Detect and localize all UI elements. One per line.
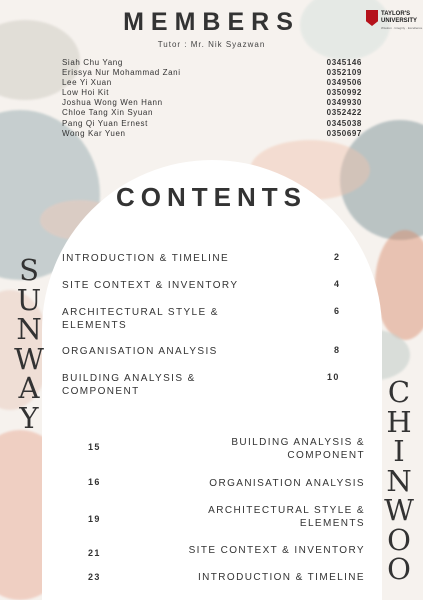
members-list <box>62 58 362 139</box>
vertical-title-letter: I <box>393 434 405 468</box>
toc-page-number: 15 <box>88 442 101 452</box>
member-id: 0345038 <box>326 118 362 128</box>
toc-page-number: 8 <box>334 345 341 355</box>
member-row <box>62 78 362 88</box>
member-name: Erissya Nur Mohammad Zani <box>62 68 181 78</box>
toc-entry-label: BUILDING ANALYSIS & COMPONENT <box>231 437 365 461</box>
member-name: Low Hoi Kit <box>62 88 110 98</box>
toc-entry-label: ORGANISATION ANALYSIS <box>62 346 218 357</box>
vertical-title-letter: N <box>386 463 412 498</box>
member-row <box>62 88 362 98</box>
toc-page-number: 2 <box>334 252 341 262</box>
toc-entry[interactable] <box>62 306 352 332</box>
vertical-title-letter: S <box>19 253 39 287</box>
toc-page-number: 16 <box>88 477 101 487</box>
vertical-title-letter: W <box>384 493 414 527</box>
member-id: 0349506 <box>326 78 362 88</box>
vertical-title-letter: C <box>387 375 411 409</box>
logo-tagline: Wisdom · Integrity · Excellence <box>381 26 423 30</box>
member-name: Joshua Wong Wen Hann <box>62 98 163 108</box>
toc-page-number: 4 <box>334 279 341 289</box>
member-name: Wong Kar Yuen <box>62 128 126 138</box>
vertical-title-letter: A <box>18 371 40 405</box>
university-logo <box>366 10 422 36</box>
sunway-vertical-title <box>14 253 44 435</box>
chinwoo-vertical-title <box>384 375 414 586</box>
watercolor-blob <box>375 230 423 340</box>
contents-title: CONTENTS <box>116 182 307 212</box>
toc-page-number: 10 <box>327 372 340 382</box>
toc-page-number: 19 <box>88 514 101 524</box>
toc-entry[interactable] <box>62 372 352 398</box>
toc-entry-label: INTRODUCTION & TIMELINE <box>62 253 230 264</box>
vertical-title-letter: O <box>387 522 411 557</box>
shield-icon <box>366 10 378 26</box>
member-id: 0352422 <box>326 108 362 118</box>
toc-entry-label: ORGANISATION ANALYSIS <box>209 478 365 489</box>
toc-entry-label: BUILDING ANALYSIS & COMPONENT <box>62 373 196 397</box>
member-id: 0345146 <box>326 58 362 67</box>
vertical-title-letter: W <box>14 341 44 376</box>
member-row <box>62 108 362 118</box>
vertical-title-letter: N <box>16 312 42 346</box>
member-id: 0352109 <box>326 68 362 78</box>
members-title: MEMBERS <box>123 8 300 36</box>
member-name: Siah Chu Yang <box>62 58 123 67</box>
toc-page-number: 21 <box>88 548 101 558</box>
member-id: 0349930 <box>326 98 362 108</box>
toc-entry[interactable] <box>62 345 352 358</box>
toc-entry[interactable] <box>62 279 352 292</box>
tutor-label: Tutor : Mr. Nik Syazwan <box>157 40 266 49</box>
toc-entry-label: INTRODUCTION & TIMELINE <box>197 572 365 583</box>
logo-line1: TAYLOR'S <box>381 11 411 17</box>
member-row <box>62 58 362 68</box>
toc-entry-label: ARCHITECTURAL STYLE & ELEMENTS <box>62 307 219 331</box>
logo-line2: UNIVERSITY <box>381 18 418 24</box>
toc-entry-label: ARCHITECTURAL STYLE & ELEMENTS <box>208 505 365 529</box>
member-name: Lee Yi Xuan <box>62 78 112 88</box>
member-id: 0350697 <box>326 128 362 138</box>
member-name: Pang Qi Yuan Ernest <box>62 118 148 128</box>
member-row <box>62 98 362 108</box>
vertical-title-letter: U <box>16 282 42 317</box>
member-row <box>62 68 362 78</box>
vertical-title-letter: Y <box>19 400 39 435</box>
member-name: Chloe Tang Xin Syuan <box>62 108 154 118</box>
toc-page-number: 23 <box>88 572 101 582</box>
toc-page-number: 6 <box>334 306 341 316</box>
toc-entry-label: SITE CONTEXT & INVENTORY <box>62 280 239 291</box>
member-id: 0350992 <box>326 88 362 98</box>
vertical-title-letter: H <box>386 404 412 439</box>
vertical-title-letter: O <box>387 552 411 586</box>
member-row <box>62 119 362 129</box>
member-row <box>62 129 362 139</box>
toc-entry[interactable] <box>62 252 352 265</box>
toc-entry-label: SITE CONTEXT & INVENTORY <box>188 545 365 556</box>
